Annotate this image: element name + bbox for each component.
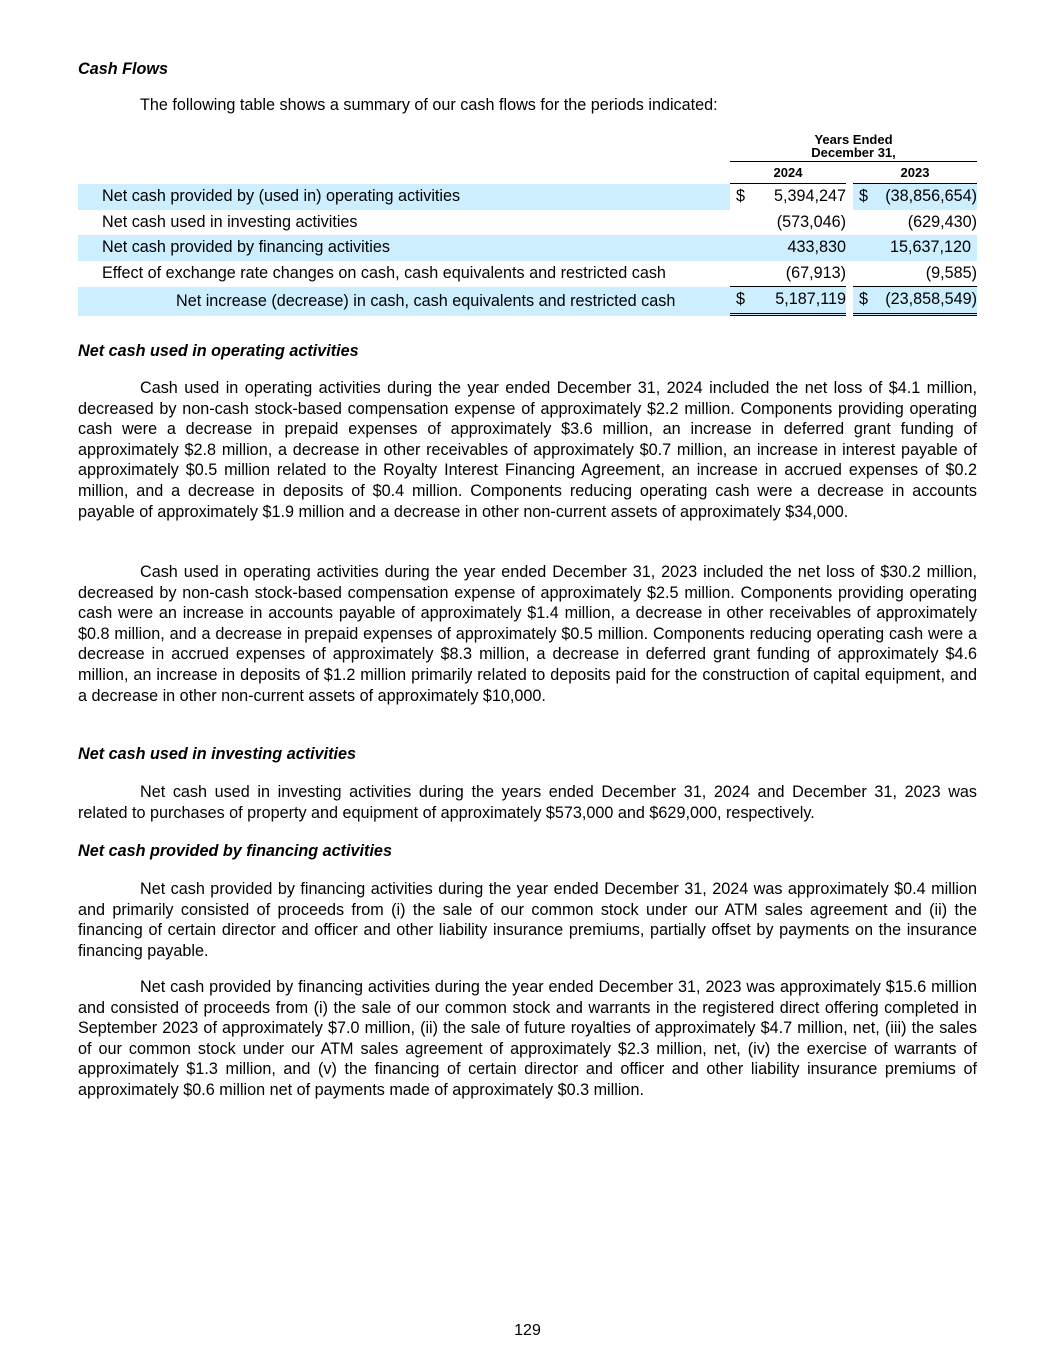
- value-2024: 433,830: [750, 235, 846, 261]
- cash-flows-table: [78, 132, 977, 316]
- currency-symbol: [730, 235, 750, 261]
- header-december-31: December 31,: [811, 145, 896, 160]
- table-row-total: [78, 287, 977, 316]
- row-label: Net cash used in investing activities: [102, 212, 358, 231]
- value-2024: (573,046): [776, 212, 846, 231]
- table-row: [78, 261, 977, 288]
- paragraph-financing-2024: Net cash provided by financing activities during the year ended December 31, 2024 was approximately $0.4 million and primarily consisted of proceeds from (i) the sale of our common stock under our ATM sales agreement and (ii) the financing of certain director and officer and other liability insurance premiums, partially offset by payments on the insurance financing payable.: [78, 880, 977, 960]
- currency-symbol: $: [853, 287, 873, 316]
- paragraph-operating-2024: Cash used in operating activities during the year ended December 31, 2024 included the net loss of $4.1 million, decreased by non-cash stock-based compensation expense of approximately $2.2 million. Components providing operating cash were a decrease in prepaid expenses of approximately $3.6 million, an increase in deferred grant funding of approximately $2.8 million, a decrease in other receivables of approximately $0.7 million, an increase in interest payable of approximately $0.5 million related to the Royalty Interest Financing Agreement, an increase in accrued expenses of $0.2 million, and a decrease in deposits of $0.4 million. Components reducing operating cash were a decrease in accounts payable of approximately $1.9 million and a decrease in other non-current assets of approximately $34,000.: [78, 379, 977, 521]
- value-2023: 15,637,120: [873, 235, 977, 261]
- paragraph-investing: Net cash used in investing activities during the years ended December 31, 2024 and December 31, 2023 was related to purchases of property and equipment of approximately $573,000 and $629,000, respectively.: [78, 783, 977, 822]
- paragraph-operating-2023: Cash used in operating activities during the year ended December 31, 2023 included the net loss of $30.2 million, decreased by non-cash stock-based compensation expense of approximately $2.5 million. Components providing operating cash were an increase in accounts payable of approximately $1.4 million, a decrease in other receivables of approximately $0.8 million, and a decrease in prepaid expenses of approximately $0.5 million. Components reducing operating cash were a decrease in accrued expenses of approximately $8.3 million, a decrease in deferred grant funding of approximately $4.6 million, an increase in deposits of $1.2 million primarily related to deposits paid for the construction of capital equipment, and a decrease in other non-current assets of approximately $10,000.: [78, 563, 977, 705]
- row-label: Net cash provided by (used in) operating activities: [78, 184, 730, 210]
- value-2023: (629,430): [907, 212, 977, 231]
- currency-symbol: $: [736, 187, 746, 206]
- heading-operating: Net cash used in operating activities: [78, 342, 359, 360]
- page-number: 129: [514, 1322, 541, 1339]
- currency-symbol: $: [853, 184, 873, 210]
- currency-symbol: [730, 261, 750, 288]
- currency-symbol: [853, 210, 873, 236]
- row-label: Net increase (decrease) in cash, cash equivalents and restricted cash: [78, 287, 730, 316]
- currency-symbol: [853, 235, 873, 261]
- row-label: Effect of exchange rate changes on cash, cash equivalents and restricted cash: [102, 264, 666, 283]
- value-2023: (23,858,549): [873, 287, 977, 316]
- currency-symbol: [853, 261, 873, 288]
- value-2024: (67,913): [750, 261, 846, 288]
- table-row: [78, 210, 977, 236]
- currency-symbol: $: [730, 287, 750, 316]
- currency-symbol: [730, 210, 750, 236]
- header-years-ended: Years Ended: [814, 132, 893, 147]
- value-2024: 5,187,119: [750, 287, 846, 316]
- value-2024: 5,394,247: [773, 187, 846, 206]
- intro-text: The following table shows a summary of our cash flows for the periods indicated:: [140, 96, 718, 114]
- row-label: Net cash provided by financing activities: [78, 235, 730, 261]
- paragraph-financing-2023: Net cash provided by financing activities during the year ended December 31, 2023 was approximately $15.6 million and consisted of proceeds from (i) the sale of our common stock and warrants in the registered direct offering completed in September 2023 of approximately $7.0 million, (ii) the sale of future royalties of approximately $4.7 million, net, (iii) the sales of our common stock under our ATM sales agreement of approximately $2.3 million, net, (iv) the exercise of warrants of approximately $1.3 million, and (v) the financing of certain director and officer and other liability insurance premiums of approximately $0.6 million net of payments made of approximately $0.3 million.: [78, 978, 977, 1099]
- column-header-2023: 2023: [853, 162, 977, 184]
- value-2023: (38,856,654): [873, 184, 977, 210]
- section-title: Cash Flows: [78, 60, 168, 78]
- table-row: [78, 184, 977, 210]
- value-2023: (9,585): [873, 261, 977, 288]
- heading-investing: Net cash used in investing activities: [78, 745, 356, 763]
- table-row: [78, 235, 977, 261]
- column-header-2024: 2024: [730, 162, 846, 184]
- heading-financing: Net cash provided by financing activities: [78, 842, 392, 860]
